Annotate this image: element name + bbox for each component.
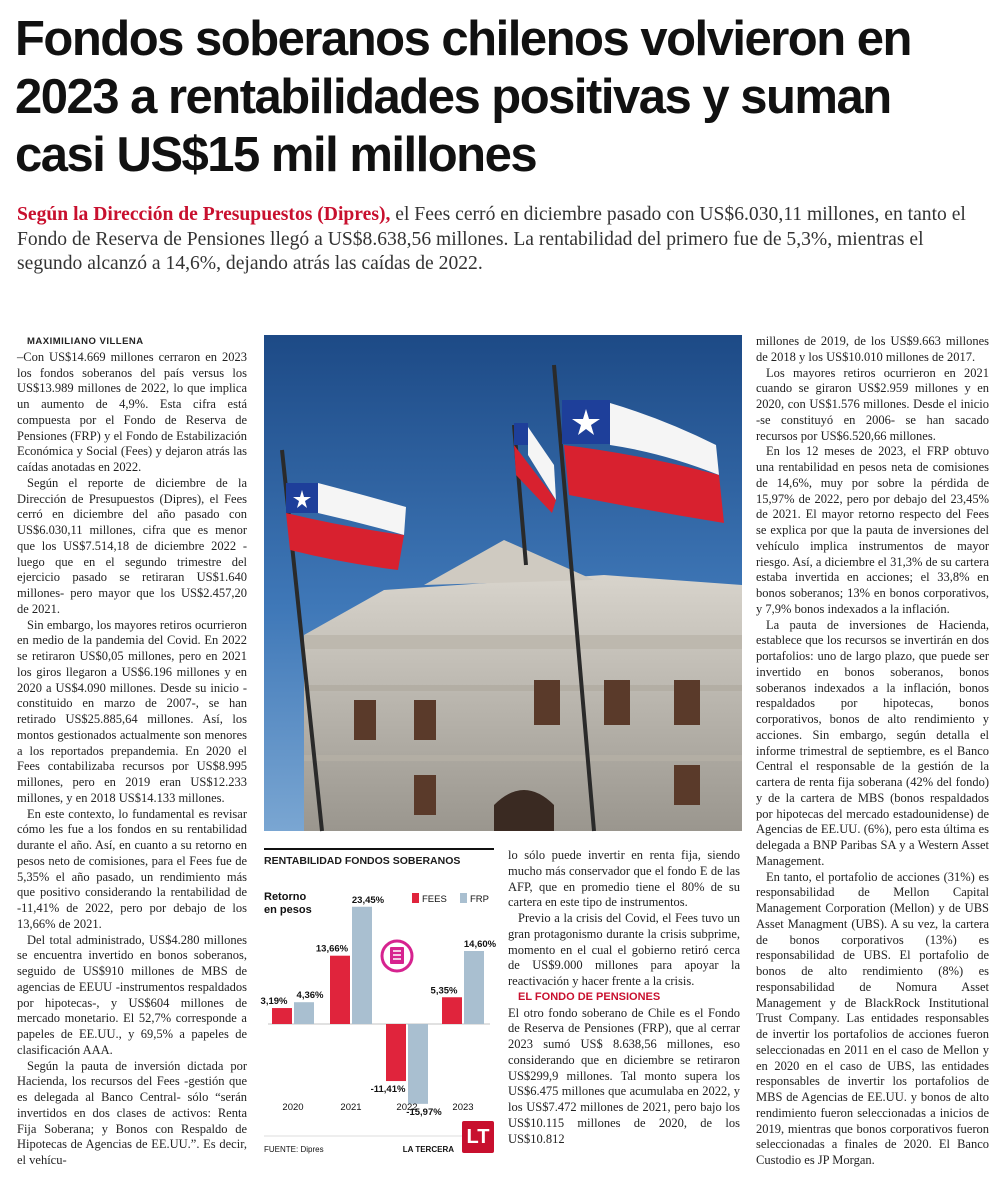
x-tick-2021: 2021: [340, 1102, 362, 1113]
legend-label-fees: FEES: [422, 894, 447, 905]
data-label-frp-2022: -15,97%: [406, 1106, 442, 1118]
section-subhead: EL FONDO DE PENSIONES: [518, 990, 661, 1003]
legend-swatch-frp: [460, 893, 467, 903]
chart-svg: [260, 848, 497, 1160]
x-tick-2022: 2022: [396, 1102, 418, 1113]
la-tercera-logo: LT: [462, 1121, 494, 1153]
chart-title: RENTABILIDAD FONDOS SOBERANOS: [264, 848, 494, 867]
paragraph: Los mayores retiros ocurrieron en 2021 cuando se giraron US$2.959 millones y en 2020, con US$1.576 millones. Desde el inicio -se constituyó en 2006- se han sacado recursos por US$6.520,66 millones.: [756, 365, 989, 443]
paragraph: En este contexto, lo fundamental es revisar cómo les fue a los fondos en su rentabilidad durante el año. Así, en cuanto a su retorno en pesos neto de comisiones, para el Fees fue de 5,35% el año pasado, un rendimiento más que positivo considerando la rentabilidad de -11,41% de 2022, pero por debajo de los 13,66% de 2021.: [17, 806, 247, 931]
byline: MAXIMILIANO VILLENA: [27, 336, 144, 347]
bar-fees-2022: [386, 1024, 406, 1081]
paragraph: millones de 2019, de los US$9.663 millones de 2018 y los US$10.010 millones de 2017.: [756, 334, 989, 364]
paragraph: Según la pauta de inversión dictada por Hacienda, los recursos del Fees -gestión que es delegada al Banco Central- sólo “serán invertidos en dos clases de activos: Renta Fija Soberana; y Bonos con Respaldo de Hipotecas de Agencias de EE.UU.”. Es decir, el vehícu-: [17, 1058, 247, 1167]
bar-frp-2023: [464, 951, 484, 1024]
x-tick-2020: 2020: [282, 1102, 304, 1113]
bar-frp-2021: [352, 907, 372, 1024]
lead-paragraph: [17, 203, 987, 277]
article-column-3: [756, 334, 989, 1169]
paragraph: El otro fondo soberano de Chile es el Fondo de Reserva de Pensiones (FRP), que al cerrar 2023 sumó US$ 8.638,56 millones, eso considerando que en diciembre se retiraron US$299,9 millones. Tal monto supera los US$6.475 millones que acumulaba en 2022, y los US$7.472 millones de 2021, pero bajo los US$10.115 millones de 2020, de los US$10.812: [508, 1005, 740, 1146]
paragraph: Previo a la crisis del Covid, el Fees tuvo un gran protagonismo durante la crisis subprime, momento en el cual el gobierno retiró cerca de US$9.000 millones para apoyar la reactivación y hacer frente a la crisis.: [508, 911, 740, 988]
data-label-fees-2021: 13,66%: [315, 943, 349, 955]
data-label-frp-2020: 4,36%: [296, 990, 324, 1002]
data-label-fees-2020: 3,19%: [260, 996, 288, 1008]
article-column-2: [508, 848, 740, 1147]
paragraph: En los 12 meses de 2023, el FRP obtuvo una rentabilidad en pesos neta de comisiones de 14,6%, muy por sobre la pérdida de 15,97% de 2022, pero por debajo del 23,45% de 2021. El mayor retorno respecto del Fees se explica por que la pauta de inversiones del vehículo implica instrumentos de mayor riesgo. Así, a diciembre el 31,3% de su cartera estaba invertida en acciones; el 33,8% en bonos soberanos; 13% en bonos corporativos, y 7,9% bonos indexados a la inflación.: [756, 444, 989, 616]
data-label-fees-2023: 5,35%: [430, 985, 458, 997]
legend-label-frp: FRP: [470, 894, 489, 905]
lead-text: el Fees cerró en diciembre pasado con US$6.030,11 millones, en tanto el Fondo de Reserva de Pensiones llegó a US$8.638,56 millones. La rentabilidad del primero fue de 5,3%, mientras el segundo alcanzó a 14,6%, dejando atrás las caídas de 2022.: [17, 204, 966, 274]
bar-fees-2023: [442, 997, 462, 1024]
legend-swatch-fees: [412, 893, 419, 903]
paragraph: La pauta de inversiones de Hacienda, establece que los recursos se invertirán en dos portafolios: uno de largo plazo, que puede ser invertido en bonos soberanos, bonos soberanos indexados a la inflación, bonos respaldados por hipotecas, bonos corporativos, bonos de alto rendimiento y acciones. Sin embargo, según detalla el informe trimestral de septiembre, es el Banco Central el responsable de la gestión de la cartera de renta fija soberana (42% del fondo) y de la cartera de MBS (bonos respaldados por hipotecas del mercado estadounidense) de Agencias de EE.UU. (6%), pero esta última es delegada a BNP Paribas SA y a Western Asset Management.: [756, 617, 989, 868]
photo-la-moneda-flags: [264, 335, 742, 831]
paragraph: Según el reporte de diciembre de la Dirección de Presupuestos (Dipres), el Fees cerró en diciembre del año pasado con US$6.030,11 millones, cifra que es menor que los US$7.514,18 de diciembre 2022 -luego que en el segundo trimestre del ejercicio pasado se retiraran US$1.640 millones- pero mayor que los US$2.457,20 de 2021.: [17, 475, 247, 616]
chart-source: FUENTE: Dipres: [264, 1145, 324, 1154]
paragraph: lo sólo puede invertir en renta fija, siendo mucho más conservador que el fondo E de las AFP, que en promedio tiene el 80% de su cartera en este tipo de instrumentos.: [508, 848, 740, 910]
bar-frp-2020: [294, 1002, 314, 1024]
photo-illustration: [264, 335, 742, 831]
paragraph: Sin embargo, los mayores retiros ocurrieron en medio de la pandemia del Covid. En 2022 se retiraron US$0,05 millones, pero en 2021 los giros llegaron a US$6.196 millones y en 2020 a US$4.090 millones. Desde su inicio -constituido en marzo de 2007-, se han retirado US$25.885,64 millones. Así, los montos gestionados actualmente son menores a los reportados prepandemia. En 2020 el Fees contabilizaba recursos por US$8.995 millones, pero en 2019 eran US$12.233 millones, y en 2018 US$14.133 millones.: [17, 617, 247, 805]
lead-highlight: Según la Dirección de Presupuestos (Dipres),: [17, 204, 391, 225]
data-label-fees-2022: -11,41%: [370, 1084, 406, 1096]
article-column-1: [17, 334, 247, 1169]
bar-frp-2022: [408, 1024, 428, 1104]
bar-fees-2021: [330, 956, 350, 1024]
bar-fees-2020: [272, 1008, 292, 1024]
chart-rentabilidad: [260, 848, 497, 1160]
paragraph: Del total administrado, US$4.280 millones se encuentra invertido en bonos soberanos, seguido de US$910 millones de MBS de agencias de EEUU -instrumentos respaldados por hipotecas-, y US$604 millones de mercado monetario. El 52,7% corresponde a papeles de EE.UU., y 69,5% a papeles de clasificación AAA.: [17, 932, 247, 1057]
y-axis-label-line1: Retorno: [264, 891, 307, 903]
paragraph: –Con US$14.669 millones cerraron en 2023 los fondos soberanos del país versus los US$13.989 millones de 2022, lo que implica un aumento de 4,9%. Esta cifra está compuesta por el Fondo de Reserva de Pensiones (FRP) y el Fondo de Estabilización Económica y Social (Fees) y dejaron atrás las caídas anotadas en 2022.: [17, 349, 247, 474]
y-axis-label-line2: en pesos: [264, 904, 312, 916]
chart-brand: LA TERCERA: [402, 1145, 454, 1154]
data-label-frp-2023: 14,60%: [463, 939, 497, 950]
headline: Fondos soberanos chilenos volvieron en 2023 a rentabilidades positivas y suman casi US$15 mil millones: [15, 12, 911, 182]
data-label-frp-2021: 23,45%: [351, 894, 385, 906]
paragraph: En tanto, el portafolio de acciones (31%) es responsabilidad de Mellon Capital Management Corporation (Mellon) y de UBS Asset Managment (UBS). A su vez, la cartera de bonos corporativos (13%) es responsabilidad de UBS. El portafolio de bonos de alto rendimiento (8%) es responsabilidad de Nomura Asset Management y de BlackRock Institutional Trust Company. Las entidades responsables de invertir los portafolios de acciones fueron seleccionadas en 2011 en el caso de Mellon y en 2020 en el caso de UBS, las entidades responsables de invertir los portafolios de MBS de Agencias de EE.UU. y bonos de alto rendimiento fueron seleccionadas a inicios de 2019, mientras que bonos corporativos fueron seleccionadas a finales de 2020. El Banco Custodio es JP Morgan.: [756, 869, 989, 1167]
x-tick-2023: 2023: [452, 1102, 474, 1113]
